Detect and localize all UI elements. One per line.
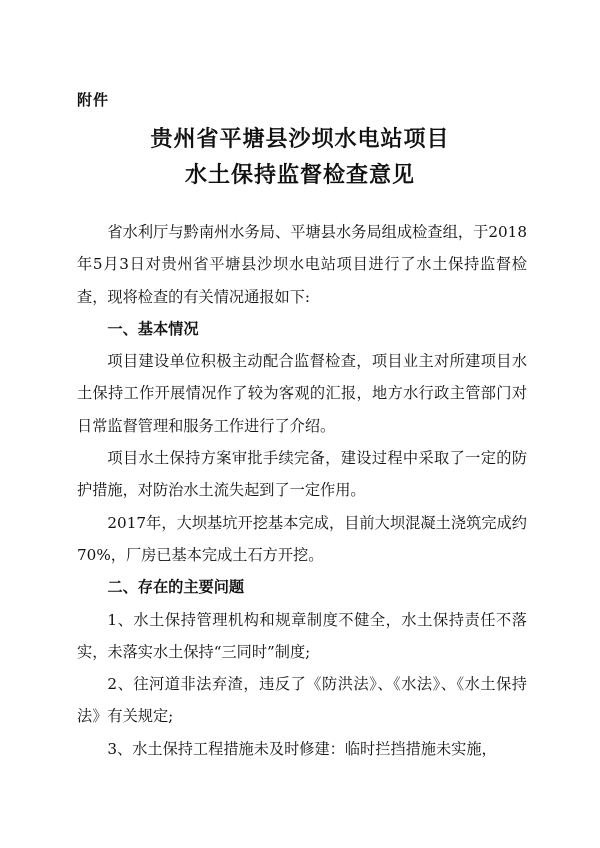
body-paragraph: 2017年，大坝基坑开挖基本完成，目前大坝混凝土浇筑完成约70%，厂房已基本完成土石方开挖。 xyxy=(77,513,527,564)
body-paragraph: 项目建设单位积极主动配合监督检查，项目业主对所建项目水土保持工作开展情况作了较为客观的汇报，地方水行政主管部门对日常监督管理和服务工作进行了介绍。 xyxy=(77,352,527,435)
section-heading-basic-situation: 一、基本情况 xyxy=(107,319,199,338)
document-body xyxy=(77,216,527,765)
problem-item: 1、水土保持管理机构和规章制度不健全，水土保持责任不落实，未落实水土保持“三同时”制度; xyxy=(77,610,527,661)
intro-paragraph: 省水利厅与黔南州水务局、平塘县水务局组成检查组，于2018年5月3日对贵州省平塘县沙坝水电站项目进行了水土保持监督检查，现将检查的有关情况通报如下: xyxy=(77,223,527,306)
attachment-label: 附件 xyxy=(77,91,110,109)
document-title-line-1: 贵州省平塘县沙坝水电站项目 xyxy=(150,126,450,152)
section-heading-main-problems: 二、存在的主要问题 xyxy=(107,578,245,597)
problem-item: 2、往河道非法弃渣，违反了《防洪法》、《水法》、《水土保持法》有关规定; xyxy=(77,675,527,726)
body-paragraph: 项目水土保持方案审批手续完备，建设过程中采取了一定的防护措施，对防治水土流失起到了一定作用。 xyxy=(77,449,527,500)
document-title-line-2: 水土保持监督检查意见 xyxy=(184,162,415,188)
problem-item: 3、水土保持工程措施未及时修建：临时拦挡措施未实施， xyxy=(107,739,497,758)
